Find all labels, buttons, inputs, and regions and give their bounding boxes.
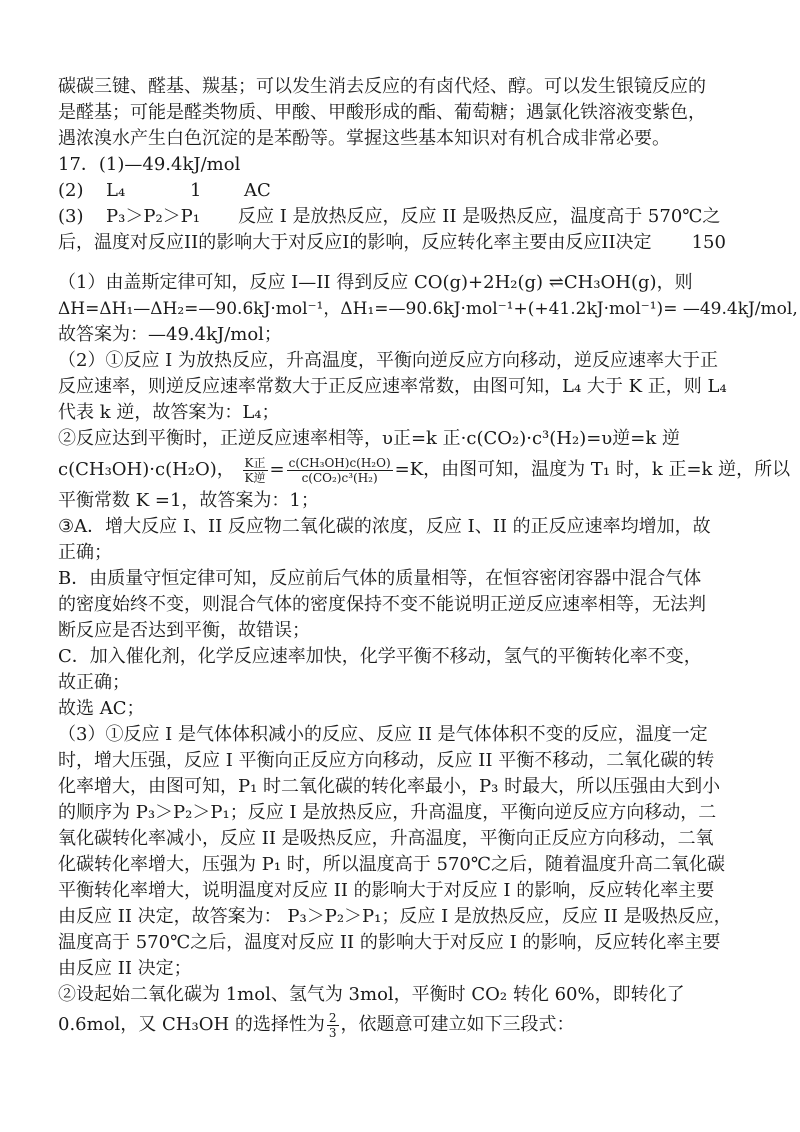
text-line: 是醛基；可能是醛类物质、甲酸、甲酸形成的酯、葡萄糖；遇氯化铁溶液变紫色， [58, 102, 706, 123]
text-line: （2）①反应 I 为放热反应，升高温度，平衡向逆反应方向移动，逆反应速率大于正 [58, 350, 719, 371]
answer-label: (3) [58, 206, 84, 227]
formula-part: =K，由图可知，温度为 T₁ 时，k 正=k 逆，所以 [394, 459, 791, 480]
answer-17-3 [58, 204, 748, 230]
answer-part: 后，温度对反应II的影响大于对反应I的影响，反应转化率主要由反应II决定 [58, 232, 652, 253]
text-line: 的密度始终不变，则混合气体的密度保持不变不能说明正逆反应速率相等，无法判 [58, 594, 706, 615]
text-line: ΔH=ΔH₁—ΔH₂=—90.6kJ·mol⁻¹，ΔH₁=—90.6kJ·mol⁻¹+(+41.2kJ·mol⁻¹)= —49.4kJ/mol, [58, 299, 798, 319]
text-line: ②设起始二氧化碳为 1mol、氢气为 3mol，平衡时 CO₂ 转化 60%，即转化了 [58, 984, 685, 1005]
formula-part: ，依题意可建立如下三段式： [340, 1014, 575, 1035]
text-line: 时，增大压强，反应 I 平衡向正反应方向移动，反应 II 平衡不移动，二氧化碳的转 [58, 750, 715, 771]
answer-part: AC [244, 180, 271, 201]
text-line: 由反应 II 决定； [58, 958, 192, 979]
answer-17-1: 17．(1)—49.4kJ/mol [58, 154, 241, 175]
text-line: C．加入催化剂，化学反应速率加快，化学平衡不移动，氢气的平衡转化率不变， [58, 646, 702, 667]
answer-part: P₃＞P₂＞P₁ [106, 206, 200, 227]
selectivity-fraction: $\frac{2}{3}$ [328, 1010, 337, 1040]
answer-part: 150 [691, 232, 726, 253]
rate-constant-fraction: $\frac{\text{K正}}{\text{K逆}}$ [244, 455, 266, 485]
text-line: 故正确； [58, 672, 130, 693]
text-line [58, 1008, 748, 1042]
text-line: 氧化碳转化率减小，反应 II 是吸热反应，升高温度，平衡向正反应方向移动，二氧 [58, 828, 714, 849]
text-line: ③A．增大反应 I、II 反应物二氧化碳的浓度，反应 I、II 的正反应速率均增加，故 [58, 516, 711, 537]
text-line: 断反应是否达到平衡，故错误； [58, 620, 310, 641]
text-line: 温度高于 570℃之后，温度对反应 II 的影响大于对反应 I 的影响，反应转化率主要 [58, 932, 721, 953]
text-line: （1）由盖斯定律可知，反应 I—II 得到反应 CO(g)+2H₂(g) ⇌CH₃OH(g)，则 [58, 272, 693, 293]
text-line: 代表 k 逆，故答案为：L₄； [58, 402, 280, 423]
answer-label: (2) [58, 180, 84, 201]
text-line: 由反应 II 决定，故答案为： P₃＞P₂＞P₁；反应 I 是放热反应，反应 II 是吸热反应， [58, 906, 732, 927]
text-line: 反应速率，则逆反应速率常数大于正反应速率常数，由图可知，L₄ 大于 K 正，则 L₄ [58, 376, 727, 397]
text-line: c(CH₃OH)·c(H₂O)， $\frac{\text{K正}}{\text{K逆}}$ = $\frac{\text{c(CH₃OH)c(H₂O)}}{\text{c(CO₂)c³(H₂)}}$ =K，由图可知，温度为 T₁ 时，k 正=k 逆，所以 [58, 455, 791, 485]
document-page [58, 74, 798, 1042]
text-line: （3）①反应 I 是气体体积减小的反应、反应 II 是气体体积不变的反应，温度一定 [58, 724, 708, 745]
text-line [58, 230, 748, 256]
text-line: 遇浓溴水产生白色沉淀的是苯酚等。掌握这些基本知识对有机合成非常必要。 [58, 128, 670, 149]
text-line: 平衡常数 K =1，故答案为：1； [58, 490, 319, 511]
answer-part: 1 [190, 180, 202, 201]
text-line: 化碳转化率增大，压强为 P₁ 时，所以温度高于 570℃之后，随着温度升高二氧化碳 [58, 854, 725, 875]
answer-part: 反应 I 是放热反应，反应 II 是吸热反应，温度高于 570℃之 [238, 206, 721, 227]
formula-part: c(CH₃OH)·c(H₂O)， [58, 459, 235, 480]
text-line: 碳碳三键、醛基、羰基；可以发生消去反应的有卤代烃、醇。可以发生银镜反应的 [58, 76, 706, 97]
answer-17-2 [58, 178, 748, 204]
text-line: 正确； [58, 542, 112, 563]
equilibrium-fraction: $\frac{\text{c(CH₃OH)c(H₂O)}}{\text{c(CO₂)c³(H₂)}}$ [288, 455, 391, 485]
text-line: B．由质量守恒定律可知，反应前后气体的质量相等，在恒容密闭容器中混合气体 [58, 568, 702, 589]
answer-part: L₄ [106, 180, 126, 201]
text-line: 故答案为：—49.4kJ/mol； [58, 324, 282, 345]
text-line: 的顺序为 P₃＞P₂＞P₁；反应 I 是放热反应，升高温度，平衡向逆反应方向移动，二 [58, 802, 717, 823]
text-line: 平衡转化率增大，说明温度对反应 II 的影响大于对反应 I 的影响，反应转化率主要 [58, 880, 715, 901]
text-line: 故选 AC； [58, 698, 145, 719]
text-line: ②反应达到平衡时，正逆反应速率相等，υ正=k 正·c(CO₂)·c³(H₂)=υ逆=k 逆 [58, 428, 680, 449]
text-line: 化率增大，由图可知，P₁ 时二氧化碳的转化率最小，P₃ 时最大，所以压强由大到小 [58, 776, 721, 797]
formula-part: 0.6mol，又 CH₃OH 的选择性为 [58, 1014, 325, 1035]
